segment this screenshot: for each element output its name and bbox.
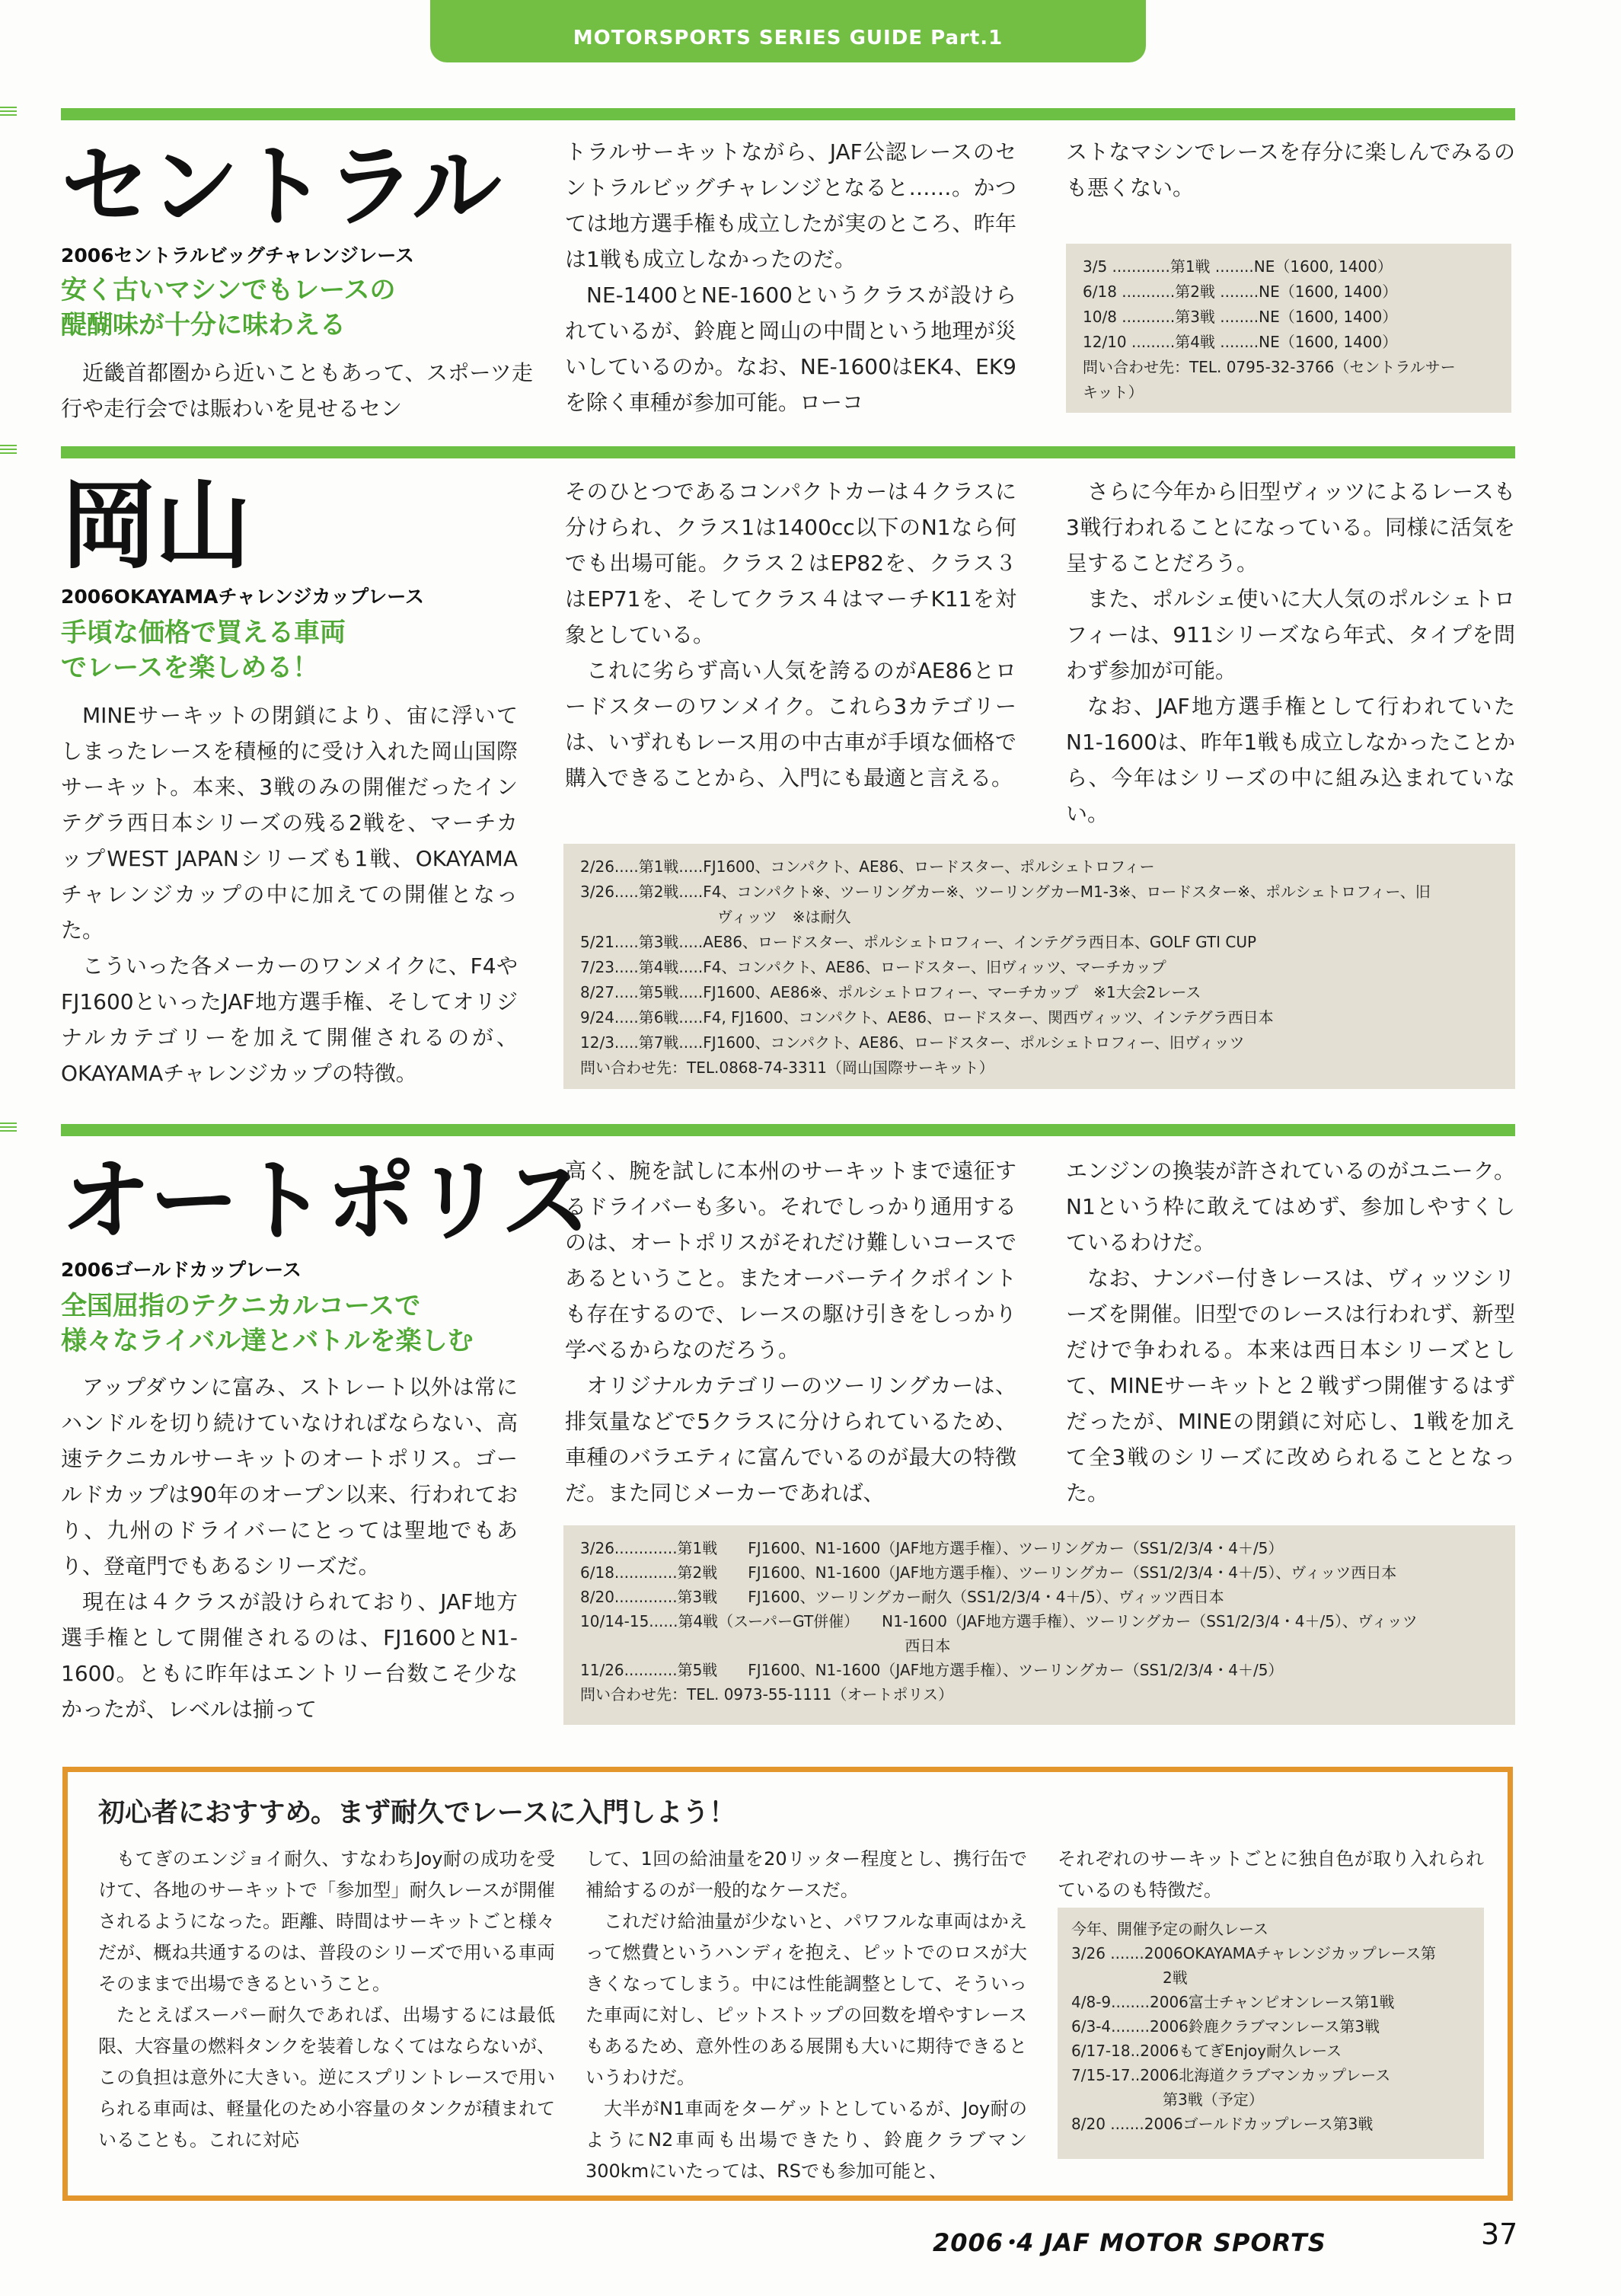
- autopolis-subtitle: 2006ゴールドカップレース: [61, 1259, 302, 1281]
- okayama-title: 岡山: [61, 470, 250, 582]
- central-subtitle: 2006セントラルビッグチャレンジレース: [61, 244, 414, 267]
- autopolis-body-col2: 高く、腕を試しに本州のサーキットまで遠征するドライバーも多い。それでしっかり通用するのは、オートポリスがそれだけ難しいコースであるということ。またオーバーテイクポイントも存在するので、レースの駆け引きをしっかり学べるからなのだろう。 オリジナルカテゴリーのツーリングカーは、排気量などで5クラスに分けられているため、車種のバラエティに富んでいるのが最大の特徴だ。また同じメーカーであれば、: [565, 1158, 1016, 1506]
- central-body-col3: ストなマシンでレースを存分に楽しんでみるのも悪くない。: [1066, 139, 1515, 200]
- edge-stripe: [0, 445, 17, 455]
- okayama-body-col3: さらに今年から旧型ヴィッツによるレースも3戦行われることになっている。同様に活気を呈することだろう。 また、ポルシェ使いに大人気のポルシェトロフィーは、911シリーズなら年式、タイプを問わず参加が可能。 なお、JAF地方選手権として行われていたN1-1600は、昨年1戦も成立しなかったことから、今年はシリーズの中に組み込まれていない。: [1066, 479, 1515, 826]
- autopolis-tagline: 全国屈指のテクニカルコースで 様々なライバル達とバトルを楽しむ: [61, 1291, 474, 1356]
- autopolis-body-col3: エンジンの換装が許されているのがユニーク。N1という枠に敢えてはめず、参加しやすくしているわけだ。 なお、ナンバー付きレースは、ヴィッツシリーズを開催。旧型でのレースは行われず、新型だけで争われる。本来は西日本シリーズとして、MINEサーキットと２戦ずつ開催するはずだったが、MINEの閉鎖に対応し、1戦を加えて全3戦のシリーズに改められることとなった。: [1066, 1158, 1515, 1506]
- okayama-schedule: 2/26.....第1戦.....FJ1600、コンパクト、AE86、ロードスター、ポルシェトロフィー 3/26.....第2戦.....F4、コンパクト※、ツーリングカー※、ツーリングカーM1-3※、ロードスター※、ポルシェトロフィー、旧 ヴィッツ ※は耐久 5/21.....第3戦.....AE86、ロードスター、ポルシェトロフィー、インテグラ西日本、GOLF GTI CUP 7/23.....第4戦.....F4、コンパクト、AE86、ロードスター、旧ヴィッツ、マーチカップ 8/27.....第5戦.....FJ1600、AE86※、ポルシェトロフィー、マーチカップ ※1大会2レース 9/24.....第6戦.....F4, FJ1600、コンパクト、AE86、ロードスター、関西ヴィッツ、インテグラ西日本 12/3.....第7戦.....FJ1600、コンパクト、AE86、ロードスター、ポルシェトロフィー、旧ヴィッツ 問い合わせ先：TEL.0868-74-3311（岡山国際サーキット）: [563, 844, 1515, 1089]
- central-title: セントラル: [61, 134, 500, 239]
- autopolis-title: オートポリス: [61, 1148, 589, 1253]
- page-number: 37: [1481, 2218, 1518, 2251]
- autopolis-schedule: 3/26.............第1戦 FJ1600、N1-1600（JAF地方選手権）、ツーリングカー（SS1/2/3/4・4＋/5） 6/18.............第2戦 FJ1600、N1-1600（JAF地方選手権）、ツーリングカー（SS1/2/3/4・4＋/5）、ヴィッツ西日本 8/20.............第3戦 FJ1600、ツーリングカー耐久（SS1/2/3/4・4＋/5）、ヴィッツ西日本 10/14-15......第4戦（スーパーGT併催） N1-1600（JAF地方選手権）、ツーリングカー（SS1/2/3/4・4＋/5）、ヴィッツ 西日本 11/26...........第5戦 FJ1600、N1-1600（JAF地方選手権）、ツーリングカー（SS1/2/3/4・4＋/5） 問い合わせ先：TEL. 0973-55-1111（オートポリス）: [563, 1525, 1515, 1725]
- beginner-box-title: 初心者におすすめ。まず耐久でレースに入門しよう！: [98, 1798, 736, 1828]
- okayama-tagline: 手頃な価格で買える車両 でレースを楽しめる！: [61, 618, 346, 683]
- beginner-body-col1: もてぎのエンジョイ耐久、すなわちJoy耐の成功を受けて、各地のサーキットで「参加型」耐久レースが開催されるようになった。距離、時間はサーキットごと様々だが、概ね共通するのは、普段のシリーズで用いる車両そのままで出場できるということ。 たとえばスーパー耐久であれば、出場するには最低限、大容量の燃料タンクを装着しなくてはならないが、この負担は意外に大きい。逆にスプリントレースで用いられる車両は、軽量化のため小容量のタンクが積まれていることも。これに対応: [98, 1848, 555, 2151]
- central-body-col1: 近畿首都圏から近いこともあって、スポーツ走行や走行会では賑わいを見せるセン: [61, 360, 533, 421]
- autopolis-body-col1: アップダウンに富み、ストレート以外は常にハンドルを切り続けていなければならない、高速テクニカルサーキットのオートポリス。ゴールドカップは90年のオープン以来、行われており、九州のドライバーにとっては聖地でもあり、登竜門でもあるシリーズだ。 現在は４クラスが設けられており、JAF地方選手権として開催されるのは、FJ1600とN1-1600。ともに昨年はエントリー台数こそ少なかったが、レベルは揃って: [61, 1375, 518, 1722]
- okayama-body-col2: そのひとつであるコンパクトカーは４クラスに分けられ、クラス1は1400cc以下のN1なら何でも出場可能。クラス２はEP82を、クラス３はEP71を、そしてクラス４はマーチK11を対象としている。 これに劣らず高い人気を誇るのがAE86とロードスターのワンメイク。これら3カテゴリーは、いずれもレース用の中古車が手頃な価格で購入できることから、入門にも最適と言える。: [565, 479, 1016, 790]
- central-tagline: 安く古いマシンでもレースの 醍醐味が十分に味わえる: [61, 275, 396, 340]
- beginner-body-col3: それぞれのサーキットごとに独自色が取り入れられているのも特徴だ。: [1058, 1848, 1484, 1901]
- series-header-tab: MOTORSPORTS SERIES GUIDE Part.1: [430, 0, 1146, 62]
- okayama-body-col1: MINEサーキットの閉鎖により、宙に浮いてしまったレースを積極的に受け入れた岡山国際サーキット。本来、3戦のみの開催だったインテグラ西日本シリーズの残る2戦を、マーチカップWEST JAPANシリーズも1戦、OKAYAMAチャレンジカップの中に加えての開催となった。 こういった各メーカーのワンメイクに、F4やFJ1600といったJAF地方選手権、そしてオリジナルカテゴリーを加えて開催されるのが、OKAYAMAチャレンジカップの特徴。: [61, 703, 518, 1086]
- section-divider: [61, 446, 1515, 458]
- magazine-footer: 2006･4 JAF MOTOR SPORTS: [933, 2228, 1326, 2257]
- beginner-body-col2: して、1回の給油量を20リッター程度とし、携行缶で補給するのが一般的なケースだ。 これだけ給油量が少ないと、パワフルな車両はかえって燃費というハンディを抱え、ピットでのロスが大きくなってしまう。中には性能調整として、そういった車両に対し、ピットストップの回数を増やすレースもあるため、意外性のある展開も大いに期待できるというわけだ。 大半がN1車両をターゲットとしているが、Joy耐のようにN2車両も出場できたり、鈴鹿クラブマン300kmにいたっては、RSでも参加可能と、: [586, 1848, 1027, 2182]
- edge-stripe: [0, 1122, 17, 1133]
- section-divider: [61, 108, 1515, 120]
- section-divider: [61, 1124, 1515, 1136]
- edge-stripe: [0, 107, 17, 117]
- central-body-col2: トラルサーキットながら、JAF公認レースのセントラルビッグチャレンジとなると……。かつては地方選手権も成立したが実のところ、昨年は1戦も成立しなかったのだ。 NE-1400とNE-1600というクラスが設けられているが、鈴鹿と岡山の中間という地理が災いしているのか。なお、NE-1600はEK4、EK9を除く車種が参加可能。ローコ: [565, 139, 1016, 415]
- okayama-subtitle: 2006OKAYAMAチャレンジカップレース: [61, 586, 424, 608]
- endurance-race-schedule: 今年、開催予定の耐久レース 3/26 .......2006OKAYAMAチャレンジカップレース第 2戦 4/8-9........2006富士チャンピオンレース第1戦 6/3-4........2006鈴鹿クラブマンレース第3戦 6/17-18..2006もてぎEnjoy耐久レース 7/15-17..2006北海道クラブマンカップレース 第3戦（予定） 8/20 .......2006ゴールドカップレース第3戦: [1058, 1908, 1484, 2159]
- central-schedule: 3/5 ............第1戦 ........NE（1600, 1400） 6/18 ...........第2戦 ........NE（1600, 1400） 10/8 ...........第3戦 ........NE（1600, 1400） 12/10 .........第4戦 ........NE（1600, 1400） 問い合わせ先：TEL. 0795-32-3766（セントラルサー キット）: [1066, 244, 1511, 413]
- beginner-endurance-box: [62, 1767, 1513, 2201]
